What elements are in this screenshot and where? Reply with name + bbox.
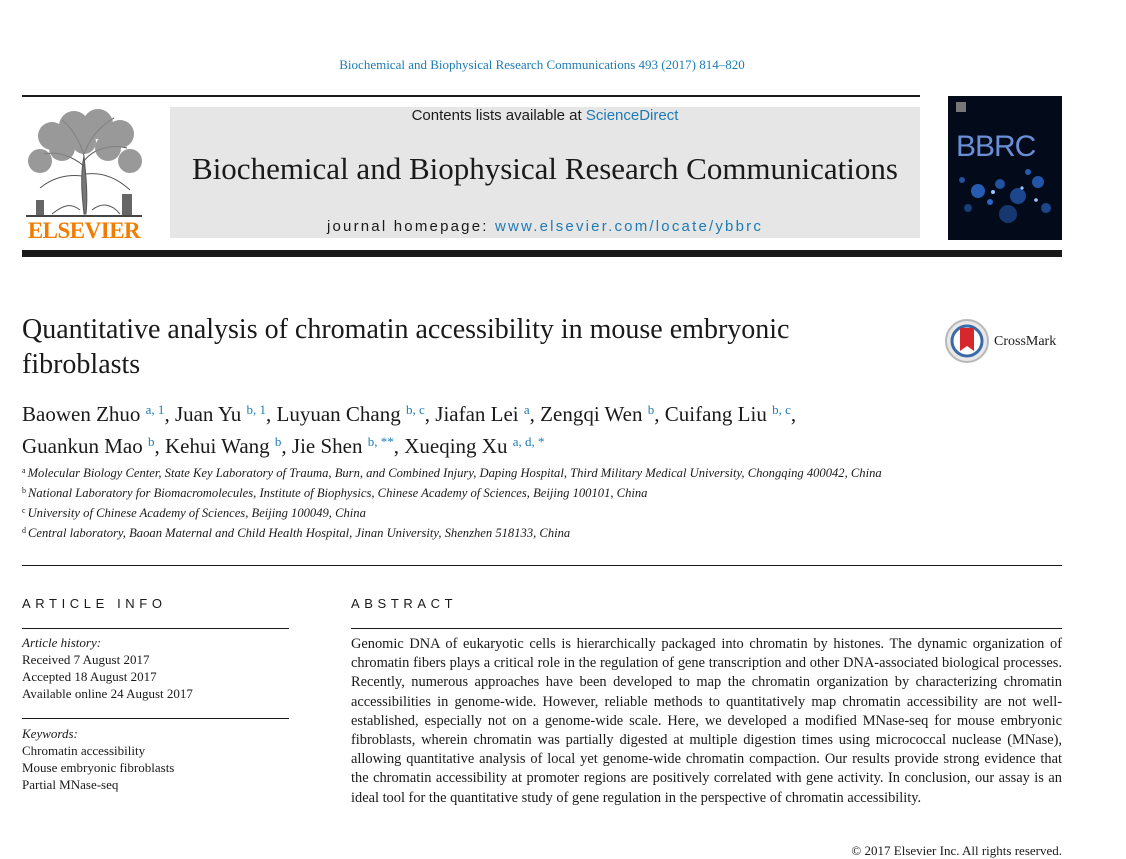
journal-homepage-line (170, 218, 920, 235)
journal-citation[interactable]: Biochemical and Biophysical Research Communications 493 (2017) 814–820 (339, 57, 745, 72)
author[interactable]: Luyuan Chang $^{b, c}$ (276, 402, 425, 426)
journal-title: Biochemical and Biophysical Research Communications (192, 151, 898, 186)
affiliations (22, 462, 922, 542)
abstract-text: Genomic DNA of eukaryotic cells is hierarchically packaged into chromatin by histones. The dynamic organization of chromatin fibers plays a critical role in the regulation of gene transcription and other DNA-associated biological processes. Recently, numerous approaches have been developed to map the chromatin organization by characterizing chromatin accessibilities in genome-wide. However, reliable methods to quantitatively map chromatin accessibility are not well-established, especially not on a genome-wide scale. Here, we developed a modified MNase-seq for mouse embryonic fibroblasts, wherein chromatin was partially digested at multiple digestion times using micrococcal nuclease (MNase), allowing quantitative analysis of local yet genome-wide chromatin compaction. Our results provide strong evidence that the chromatin accessibility at promoter regions are positively correlated with gene activity. In conclusion, our assay is an ideal tool for the quantitative study of gene regulation in the perspective of chromatin accessibility. (351, 636, 1062, 806)
header-rule (22, 95, 920, 97)
abstract-rule (351, 628, 1062, 629)
keywords (22, 725, 292, 793)
article-title-line2: fibroblasts (22, 349, 141, 380)
crossmark-label[interactable]: CrossMark (994, 334, 1057, 349)
history-item: Received 7 August 2017 (22, 652, 150, 667)
author-list: Baowen Zhuo $^{a, 1}$, Juan Yu $^{b, 1}$, Luyuan Chang $^{b, c}$, Jiafan Lei $^a$, Zengqi Wen $^b$, Cuifang Liu $^{b, c}$, Guankun Mao $^b$, Kehui Wang $^b$, Jie Shen $^{b, **}$, Xueqing Xu $^{a, d, *}$ (22, 402, 797, 458)
article-info-rule (22, 628, 289, 629)
keyword: Mouse embryonic fibroblasts (22, 760, 175, 775)
header-thick-rule (22, 250, 1062, 257)
affiliation: $^b$ National Laboratory for Biomacromolecules, Institute of Biophysics, Chinese Academy of Sciences, Beijing 100101, China (22, 486, 648, 500)
author[interactable]: Zengqi Wen $^b$ (540, 402, 655, 426)
sciencedirect-link[interactable]: ScienceDirect (585, 107, 679, 124)
keyword: Chromatin accessibility (22, 743, 146, 758)
affiliation: $^c$ University of Chinese Academy of Sciences, Beijing 100049, China (22, 506, 366, 520)
affiliation: $^a$ Molecular Biology Center, State Key Laboratory of Trauma, Burn, and Combined Injury, Daping Hospital, Third Military Medical University, Chongqing 400042, China (22, 466, 882, 480)
journal-cover[interactable] (948, 96, 1062, 240)
cover-title: BBRC (956, 130, 1036, 163)
contents-line (170, 107, 920, 124)
author[interactable]: Jiafan Lei $^a$ (435, 402, 530, 426)
author[interactable]: Kehui Wang $^b$ (164, 434, 282, 458)
author[interactable]: Baowen Zhuo $^{a, 1}$ (22, 402, 165, 426)
history-item: Available online 24 August 2017 (22, 686, 193, 701)
keywords-rule (22, 718, 289, 719)
abstract-heading: ABSTRACT (351, 596, 458, 611)
article-info-heading: ARTICLE INFO (22, 596, 167, 611)
author[interactable]: Cuifang Liu $^{b, c}$ (664, 402, 791, 426)
homepage-link[interactable]: www.elsevier.com/locate/ybbrc (494, 218, 764, 235)
author[interactable]: Juan Yu $^{b, 1}$ (174, 402, 266, 426)
history-item: Accepted 18 August 2017 (22, 669, 157, 684)
article-history (22, 634, 292, 702)
history-label: Article history: (22, 635, 102, 650)
keywords-label: Keywords: (22, 726, 78, 741)
contents-prefix: Contents lists available at (411, 107, 586, 124)
section-rule (22, 565, 1062, 566)
affiliation: $^d$ Central laboratory, Baoan Maternal and Child Health Hospital, Jinan University, Shenzhen 518133, China (22, 526, 571, 540)
article-title (22, 312, 912, 382)
journal-masthead (170, 107, 920, 238)
author[interactable]: Guankun Mao $^b$ (22, 434, 155, 458)
homepage-prefix: journal homepage: (326, 218, 495, 235)
keyword: Partial MNase-seq (22, 777, 119, 792)
author[interactable]: Xueqing Xu $^{a, d, *}$ (404, 434, 545, 458)
elsevier-wordmark: ELSEVIER (27, 218, 141, 243)
copyright-notice: © 2017 Elsevier Inc. All rights reserved. (851, 843, 1062, 858)
article-title-line1: Quantitative analysis of chromatin accessibility in mouse embryonic (22, 314, 790, 345)
cover-bokeh-image (948, 96, 1062, 240)
author[interactable]: Jie Shen $^{b, **}$ (291, 434, 394, 458)
